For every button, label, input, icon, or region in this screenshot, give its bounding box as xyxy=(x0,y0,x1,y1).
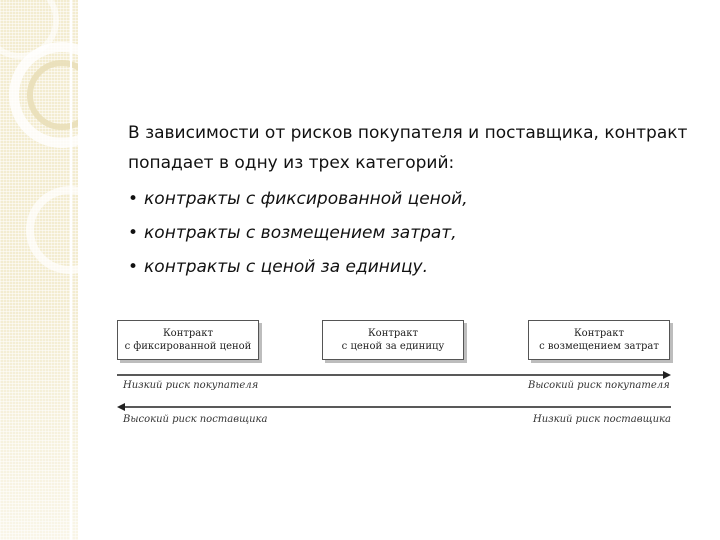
supplier-low-risk-label: Низкий риск поставщика xyxy=(533,414,671,425)
box-subtitle: с ценой за единицу xyxy=(341,341,445,352)
bullet-text: контракты с фиксированной ценой, xyxy=(144,189,468,209)
bullet-item-cost-reimbursement xyxy=(128,216,698,250)
box-subtitle: с фиксированной ценой xyxy=(124,341,252,352)
buyer-risk-arrow xyxy=(115,370,675,380)
bullet-text: контракты с возмещением затрат, xyxy=(144,223,457,243)
bullet-item-unit-price xyxy=(128,250,698,284)
bullet-dot: • xyxy=(128,257,139,277)
bullet-dot: • xyxy=(128,223,139,243)
box-title: Контракт xyxy=(162,328,214,339)
bullet-dot: • xyxy=(128,189,139,209)
bullet-text: контракты с ценой за единицу. xyxy=(144,257,428,277)
supplier-high-risk-label: Высокий риск поставщика xyxy=(123,414,268,425)
contract-box-cost-reimbursement xyxy=(528,320,670,360)
buyer-high-risk-label: Высокий риск покупателя xyxy=(528,380,670,391)
bullet-item-fixed-price xyxy=(128,182,698,216)
supplier-risk-arrow xyxy=(115,402,675,412)
strip-fade xyxy=(0,300,78,540)
decorative-side-strip xyxy=(0,0,78,540)
contract-box-unit-price xyxy=(322,320,464,360)
box-title: Контракт xyxy=(573,328,625,339)
intro-paragraph: В зависимости от рисков покупателя и поставщика, контракт попадает в одну из трех категорий: xyxy=(128,123,688,173)
contract-box-fixed-price xyxy=(117,320,259,360)
box-title: Контракт xyxy=(367,328,419,339)
buyer-low-risk-label: Низкий риск покупателя xyxy=(123,380,259,391)
risk-diagram xyxy=(115,318,675,428)
box-subtitle: с возмещением затрат xyxy=(539,341,659,352)
bullet-list xyxy=(128,182,698,284)
slide-content xyxy=(128,118,698,284)
